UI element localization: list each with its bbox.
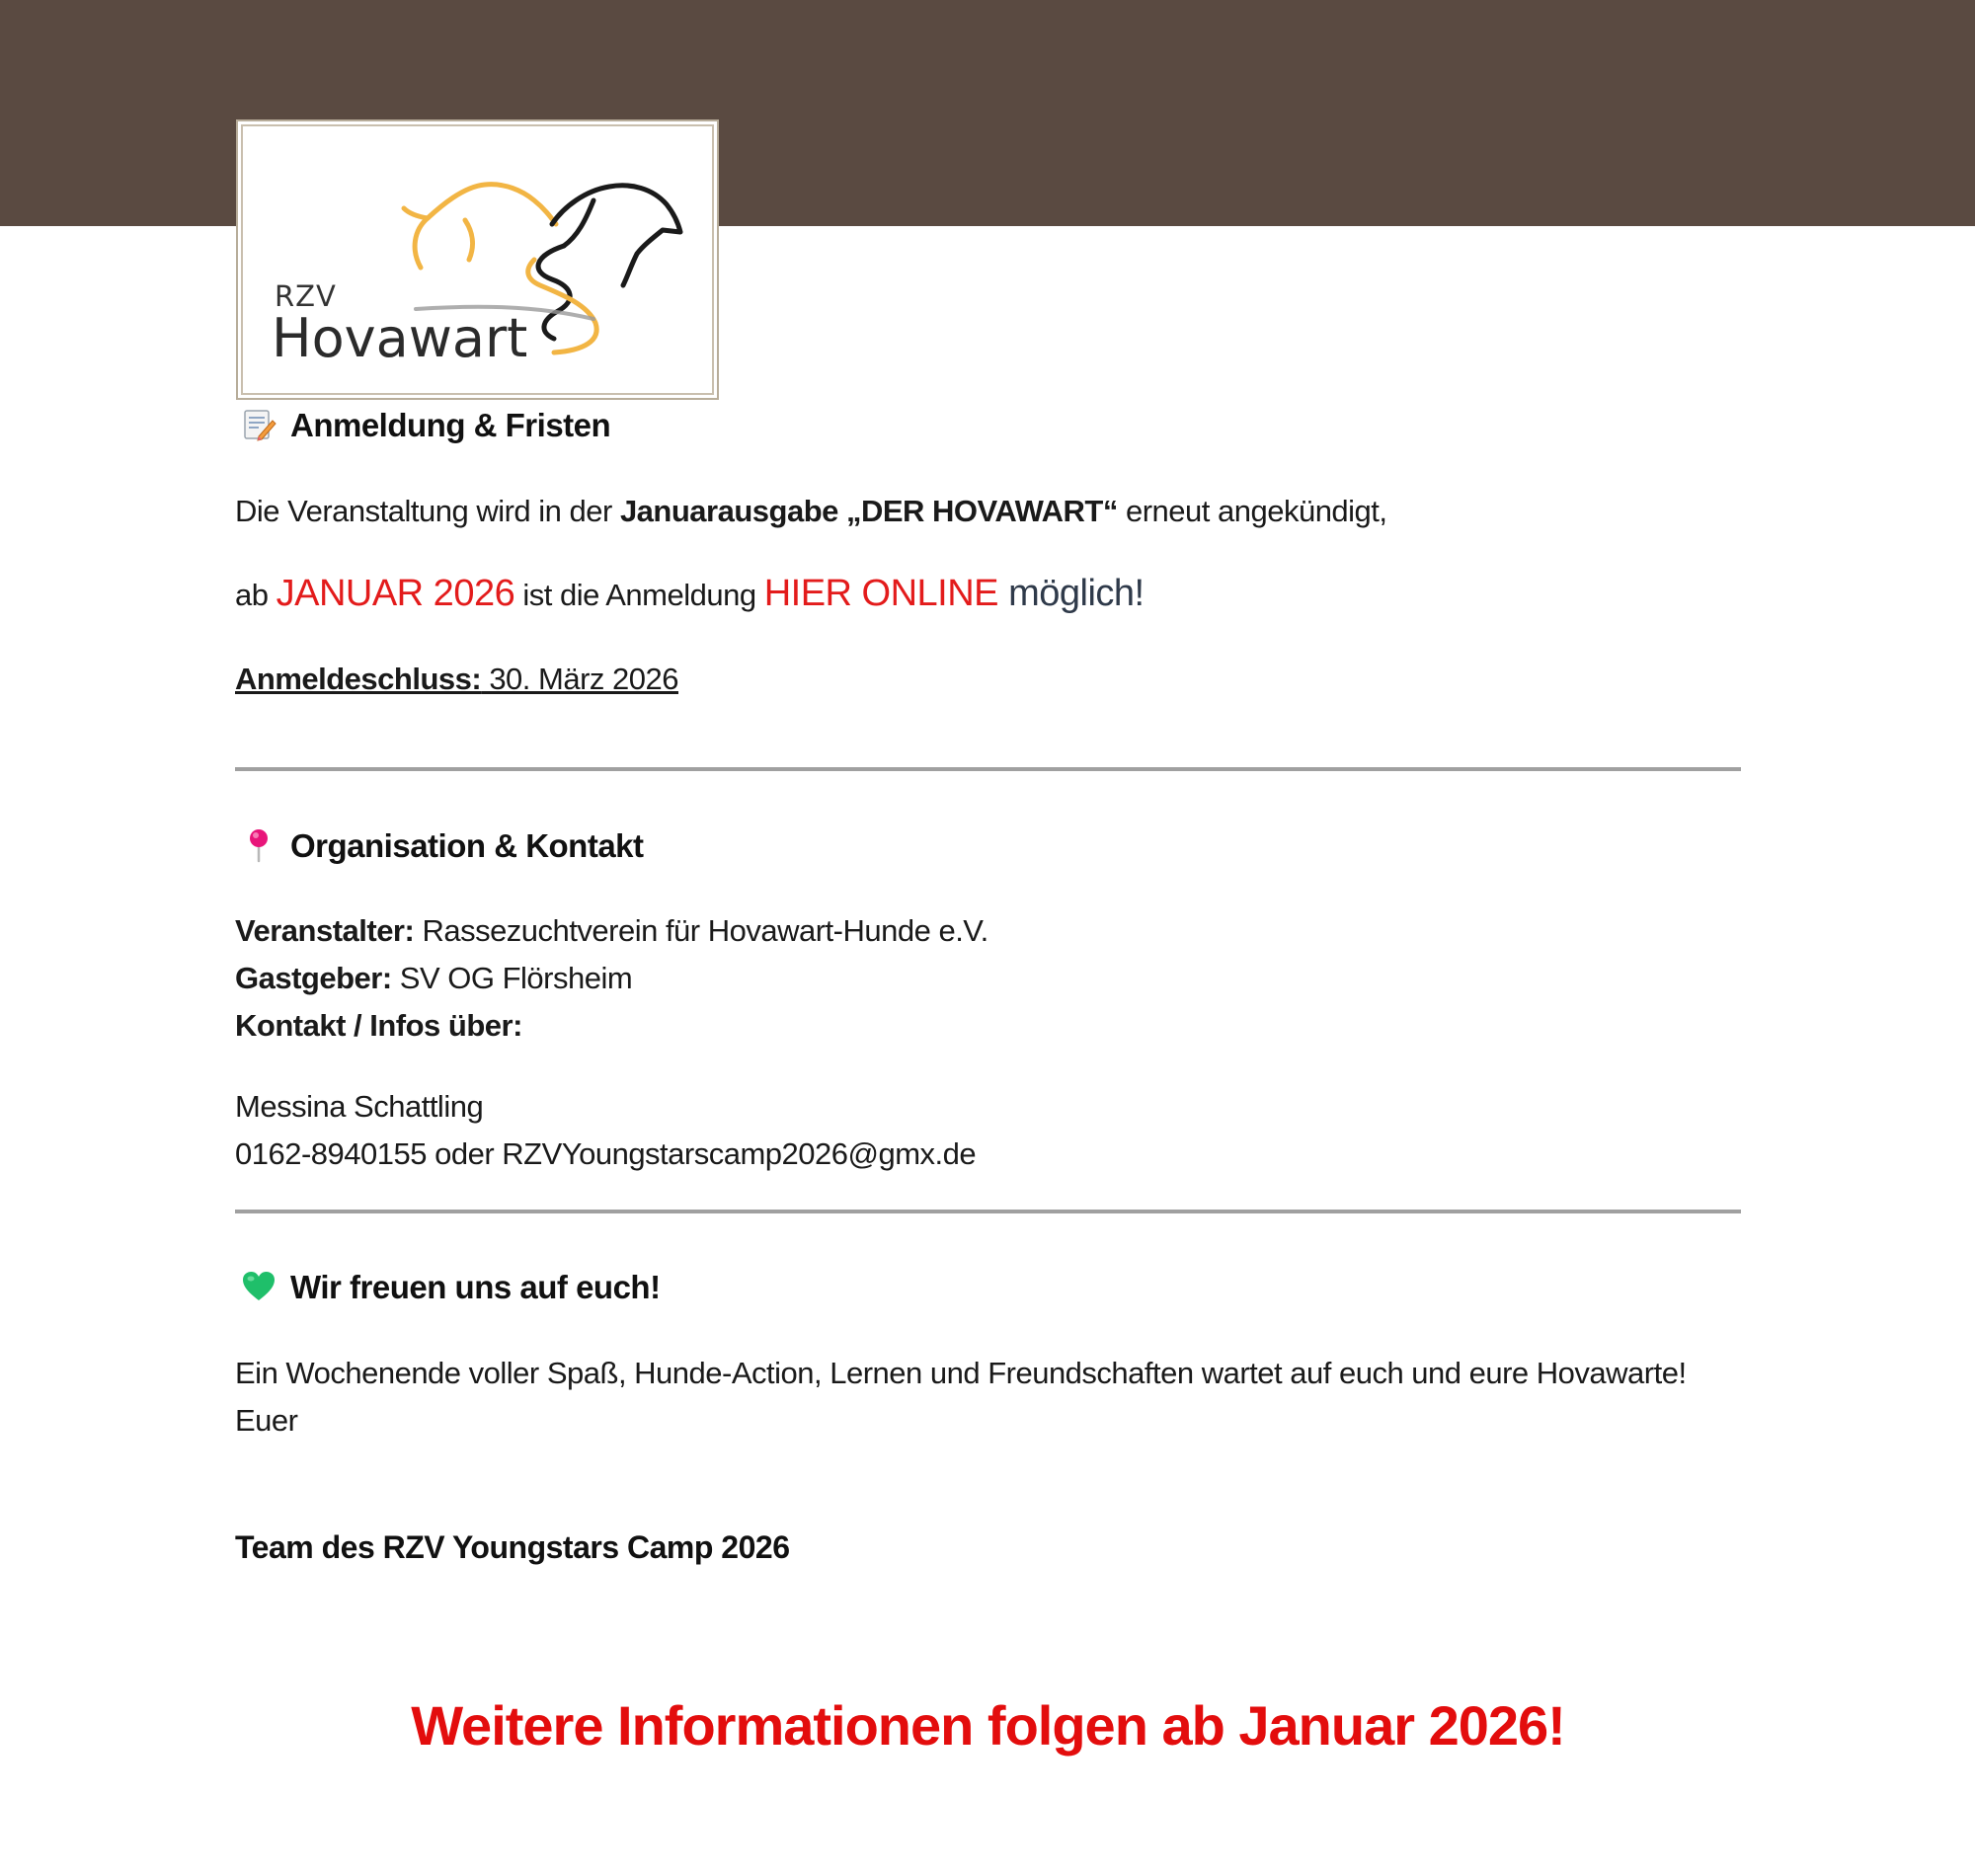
host-line [235, 961, 632, 996]
contact-name: Messina Schattling [235, 1089, 484, 1124]
announcement-pre: Die Veranstaltung wird in der [235, 494, 620, 528]
logo[interactable] [236, 119, 719, 400]
divider-2 [235, 1210, 1741, 1213]
organizer-value: Rassezuchtverein für Hovawart-Hunde e.V. [414, 913, 988, 948]
footer-note: Weitere Informationen folgen ab Januar 2026! [411, 1694, 1565, 1757]
logo-org-name: Hovawart [272, 307, 528, 369]
registration-heading [235, 407, 610, 444]
announcement-post: erneut angekündigt, [1117, 494, 1387, 528]
registration-online-link[interactable]: HIER ONLINE [763, 573, 999, 614]
contact-line [235, 1136, 976, 1172]
closing-title: Wir freuen uns auf euch! [290, 1269, 661, 1305]
organisation-title: Organisation & Kontakt [290, 827, 644, 864]
registration-title: Anmeldung & Fristen [290, 407, 611, 443]
announcement-bold: Januarausgabe „DER HOVAWART“ [619, 494, 1118, 528]
deadline-value: 30. März 2026 [481, 662, 678, 696]
logo-org-small: RZV [275, 279, 337, 313]
memo-pencil-icon [241, 407, 276, 442]
registration-pre: ab [235, 578, 276, 612]
closing-heading [235, 1269, 661, 1306]
round-pushpin-icon [241, 827, 276, 863]
divider-1 [235, 767, 1741, 771]
host-value: SV OG Flörsheim [391, 961, 633, 995]
registration-date: JANUAR 2026 [276, 573, 515, 614]
registration-line [235, 573, 1145, 615]
closing-text: Ein Wochenende voller Spaß, Hunde-Action, Lernen und Freundschaften wartet auf euch und eure Hovawarte! [235, 1356, 1687, 1390]
announcement-line [235, 494, 1387, 529]
green-heart-icon [241, 1269, 276, 1304]
organizer-line [235, 913, 988, 949]
contact-email[interactable]: RZVYoungstarscamp2026@gmx.de [502, 1136, 977, 1171]
organizer-label: Veranstalter: [235, 913, 415, 948]
registration-post: möglich! [998, 573, 1145, 614]
closing-euer: Euer [235, 1403, 298, 1438]
registration-mid: ist die Anmeldung [514, 578, 764, 612]
contact-or: oder [426, 1136, 503, 1171]
host-label: Gastgeber: [235, 961, 392, 995]
deadline-line [235, 662, 678, 697]
contact-phone[interactable]: 0162-8940155 [235, 1136, 427, 1171]
signature: Team des RZV Youngstars Camp 2026 [235, 1529, 790, 1565]
contact-label: Kontakt / Infos über: [235, 1008, 522, 1043]
organisation-heading [235, 827, 644, 865]
deadline-label: Anmeldeschluss: [235, 662, 482, 696]
